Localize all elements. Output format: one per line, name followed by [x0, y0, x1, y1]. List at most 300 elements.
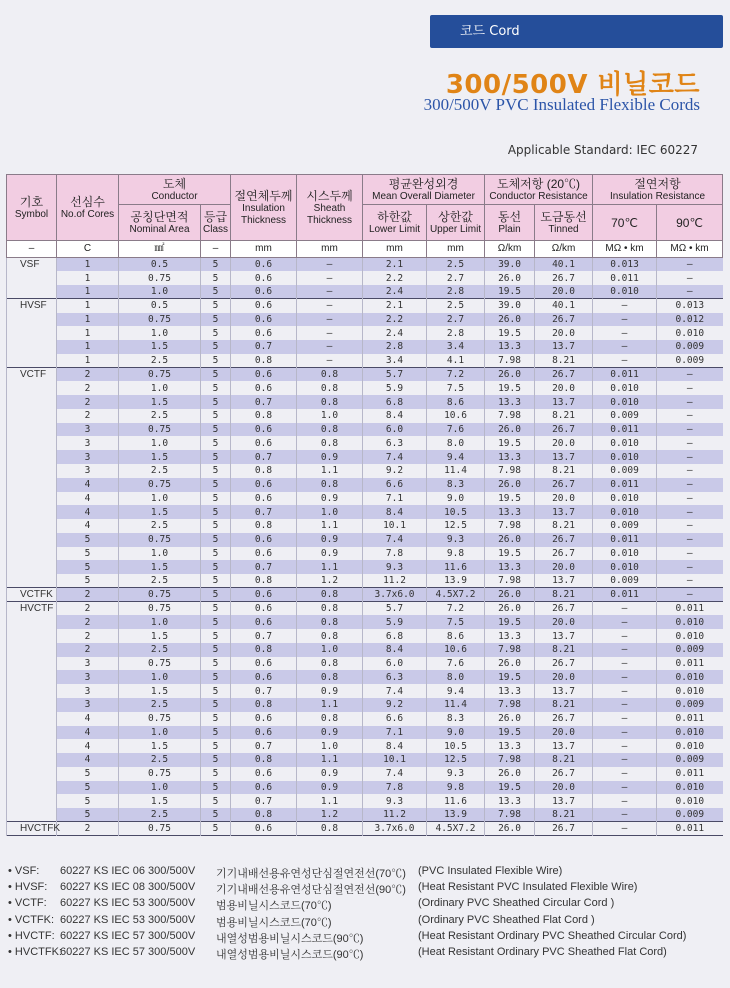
- table-cell: 2: [57, 822, 119, 836]
- table-cell: 0.010: [657, 739, 723, 753]
- table-cell: 8.6: [427, 629, 485, 643]
- table-cell: 26.0: [485, 767, 535, 781]
- table-cell: 8.4: [363, 739, 427, 753]
- table-cell: 1: [57, 340, 119, 354]
- note-en: (PVC Insulated Flexible Wire): [418, 865, 563, 877]
- table-cell: 2.5: [119, 753, 201, 767]
- table-cell: 3: [57, 670, 119, 684]
- table-cell: 13.9: [427, 808, 485, 822]
- table-cell: –: [657, 436, 723, 450]
- symbol-cell: [7, 547, 57, 561]
- table-cell: 0.6: [231, 381, 297, 395]
- note-en: (Ordinary PVC Sheathed Flat Cord ): [418, 913, 595, 926]
- table-cell: –: [657, 423, 723, 437]
- symbol-cell: [7, 767, 57, 781]
- table-cell: 5: [201, 574, 231, 588]
- table-cell: 5: [201, 368, 231, 382]
- table-cell: 1.0: [119, 726, 201, 740]
- table-cell: 0.8: [297, 670, 363, 684]
- table-cell: 7.5: [427, 615, 485, 629]
- col-conductor: 도체 Conductor: [119, 175, 231, 205]
- table-cell: 2: [57, 643, 119, 657]
- table-cell: 9.2: [363, 464, 427, 478]
- table-cell: 1.5: [119, 684, 201, 698]
- col-symbol: 기호 Symbol: [7, 175, 57, 241]
- table-cell: 5: [201, 533, 231, 547]
- table-cell: 0.6: [231, 436, 297, 450]
- table-cell: –: [593, 712, 657, 726]
- symbol-cell: VSF: [7, 258, 57, 272]
- symbol-cell: [7, 313, 57, 327]
- table-cell: –: [657, 574, 723, 588]
- symbol-cell: [7, 574, 57, 588]
- table-cell: –: [593, 602, 657, 616]
- table-cell: 0.013: [657, 299, 723, 313]
- category-tab[interactable]: 코드 Cord: [430, 15, 723, 48]
- table-cell: 0.8: [231, 808, 297, 822]
- table-cell: 19.5: [485, 381, 535, 395]
- col-tinned: 도금동선 Tinned: [535, 205, 593, 241]
- table-row: [7, 313, 723, 327]
- table-cell: 2.8: [427, 285, 485, 299]
- table-cell: 1.5: [119, 340, 201, 354]
- table-cell: –: [593, 326, 657, 340]
- table-cell: –: [593, 684, 657, 698]
- table-cell: 2.4: [363, 326, 427, 340]
- table-cell: 1.0: [119, 381, 201, 395]
- table-row: [7, 629, 723, 643]
- table-cell: 20.0: [535, 492, 593, 506]
- note-std: 60227 KS IEC 57 300/500V: [60, 945, 196, 958]
- table-cell: 0.7: [231, 684, 297, 698]
- table-cell: 5: [201, 739, 231, 753]
- table-cell: 1.1: [297, 519, 363, 533]
- table-cell: 2: [57, 615, 119, 629]
- table-cell: 4.5X7.2: [427, 822, 485, 836]
- table-cell: 0.6: [231, 423, 297, 437]
- note-sym: • HVCTFK:: [8, 945, 62, 958]
- table-cell: 13.3: [485, 739, 535, 753]
- table-cell: 0.009: [657, 643, 723, 657]
- table-row: [7, 505, 723, 519]
- table-cell: –: [297, 326, 363, 340]
- table-cell: 3: [57, 423, 119, 437]
- table-cell: –: [593, 726, 657, 740]
- note-std: 60227 KS IEC 06 300/500V: [60, 865, 196, 877]
- table-cell: –: [297, 285, 363, 299]
- table-cell: 0.010: [657, 615, 723, 629]
- table-cell: 1: [57, 354, 119, 368]
- table-cell: 5: [201, 326, 231, 340]
- note-std: 60227 KS IEC 57 300/500V: [60, 929, 196, 942]
- table-cell: 0.75: [119, 767, 201, 781]
- table-cell: 4: [57, 492, 119, 506]
- table-cell: 0.010: [593, 547, 657, 561]
- table-cell: 7.98: [485, 698, 535, 712]
- table-cell: 2.5: [119, 808, 201, 822]
- table-cell: –: [593, 299, 657, 313]
- table-cell: 0.010: [593, 560, 657, 574]
- table-cell: –: [593, 767, 657, 781]
- table-cell: 2: [57, 395, 119, 409]
- table-cell: –: [297, 354, 363, 368]
- table-cell: 0.011: [657, 822, 723, 836]
- table-cell: 20.0: [535, 326, 593, 340]
- table-cell: 5: [201, 313, 231, 327]
- table-cell: 2.5: [427, 258, 485, 272]
- table-cell: 3.7x6.0: [363, 822, 427, 836]
- table-cell: 0.9: [297, 684, 363, 698]
- table-cell: 13.7: [535, 574, 593, 588]
- table-row: [7, 285, 723, 299]
- table-cell: 5: [201, 615, 231, 629]
- table-cell: 10.1: [363, 753, 427, 767]
- unit-cell: mm: [297, 241, 363, 258]
- table-cell: 5: [201, 726, 231, 740]
- table-cell: 1.1: [297, 464, 363, 478]
- table-row: [7, 258, 723, 272]
- table-cell: 0.75: [119, 478, 201, 492]
- table-cell: 9.4: [427, 450, 485, 464]
- table-row: [7, 602, 723, 616]
- table-cell: 0.010: [593, 450, 657, 464]
- col-insulation-thickness: 절연체두께 Insulation Thickness: [231, 175, 297, 241]
- table-cell: 2.2: [363, 313, 427, 327]
- table-cell: 7.98: [485, 808, 535, 822]
- table-cell: 1.5: [119, 450, 201, 464]
- table-cell: 0.7: [231, 560, 297, 574]
- table-row: [7, 368, 723, 382]
- table-cell: 26.0: [485, 368, 535, 382]
- table-cell: 0.8: [231, 464, 297, 478]
- table-row: [7, 271, 723, 285]
- table-cell: 11.2: [363, 574, 427, 588]
- table-cell: 0.8: [231, 354, 297, 368]
- table-cell: 0.010: [657, 684, 723, 698]
- table-cell: 0.8: [231, 698, 297, 712]
- table-cell: 7.98: [485, 574, 535, 588]
- table-cell: –: [297, 271, 363, 285]
- table-cell: 0.011: [657, 712, 723, 726]
- symbol-cell: [7, 464, 57, 478]
- table-cell: 26.0: [485, 822, 535, 836]
- unit-cell: –: [7, 241, 57, 258]
- table-cell: –: [593, 698, 657, 712]
- table-cell: –: [657, 395, 723, 409]
- table-cell: –: [657, 478, 723, 492]
- table-cell: 4: [57, 505, 119, 519]
- table-cell: 10.6: [427, 409, 485, 423]
- table-cell: 7.1: [363, 726, 427, 740]
- table-row: [7, 354, 723, 368]
- table-cell: 0.5: [119, 258, 201, 272]
- col-conductor-resistance: 도체저항 (20℃) Conductor Resistance: [485, 175, 593, 205]
- table-cell: 7.98: [485, 643, 535, 657]
- table-cell: 1: [57, 271, 119, 285]
- note-en: (Heat Resistant Ordinary PVC Sheathed Circular Cord): [418, 929, 687, 942]
- table-cell: 1.0: [119, 492, 201, 506]
- table-cell: 5: [201, 629, 231, 643]
- table-cell: 26.0: [485, 313, 535, 327]
- table-cell: 7.98: [485, 753, 535, 767]
- table-cell: 1: [57, 313, 119, 327]
- table-cell: 2.1: [363, 299, 427, 313]
- table-cell: –: [657, 505, 723, 519]
- table-cell: 4: [57, 739, 119, 753]
- table-cell: 0.010: [657, 670, 723, 684]
- table-cell: 2.1: [363, 258, 427, 272]
- symbol-cell: [7, 519, 57, 533]
- table-cell: 0.011: [593, 478, 657, 492]
- table-cell: 5: [201, 588, 231, 602]
- table-cell: 5: [57, 767, 119, 781]
- table-cell: 7.4: [363, 684, 427, 698]
- table-cell: 0.6: [231, 533, 297, 547]
- table-row: [7, 781, 723, 795]
- symbol-cell: [7, 436, 57, 450]
- note-ko: 범용비닐시스코드(70℃): [216, 916, 332, 929]
- table-cell: 9.8: [427, 781, 485, 795]
- symbol-cell: [7, 684, 57, 698]
- table-row: [7, 326, 723, 340]
- table-cell: 5: [201, 285, 231, 299]
- table-cell: 2.5: [119, 519, 201, 533]
- table-cell: 26.7: [535, 822, 593, 836]
- table-row: [7, 560, 723, 574]
- table-cell: 0.8: [297, 588, 363, 602]
- table-cell: 26.0: [485, 533, 535, 547]
- note-std: 60227 KS IEC 53 300/500V: [60, 897, 196, 910]
- table-row: [7, 409, 723, 423]
- table-cell: 13.7: [535, 395, 593, 409]
- table-cell: 9.0: [427, 492, 485, 506]
- table-cell: 19.5: [485, 726, 535, 740]
- table-cell: –: [593, 340, 657, 354]
- table-cell: 0.75: [119, 657, 201, 671]
- table-cell: 26.7: [535, 423, 593, 437]
- table-cell: 1.0: [297, 643, 363, 657]
- symbol-cell: [7, 505, 57, 519]
- table-cell: 0.011: [593, 368, 657, 382]
- note-sym: • VCTF:: [8, 897, 47, 910]
- symbol-cell: [7, 643, 57, 657]
- table-row: [7, 643, 723, 657]
- table-cell: 2.7: [427, 313, 485, 327]
- col-90c: 90℃: [657, 205, 723, 241]
- table-cell: 20.0: [535, 436, 593, 450]
- applicable-standard: Applicable Standard: IEC 60227: [507, 143, 698, 157]
- table-cell: 7.98: [485, 519, 535, 533]
- table-cell: 26.7: [535, 533, 593, 547]
- table-cell: 11.6: [427, 560, 485, 574]
- table-cell: 12.5: [427, 753, 485, 767]
- table-cell: 5.9: [363, 381, 427, 395]
- table-cell: 2.8: [427, 326, 485, 340]
- table-cell: 9.3: [363, 560, 427, 574]
- table-cell: 5: [201, 505, 231, 519]
- table-row: [7, 615, 723, 629]
- table-cell: 20.0: [535, 285, 593, 299]
- table-cell: 5: [201, 519, 231, 533]
- table-cell: 5: [201, 670, 231, 684]
- table-cell: –: [297, 299, 363, 313]
- table-cell: 0.9: [297, 492, 363, 506]
- table-cell: 13.3: [485, 450, 535, 464]
- table-cell: 0.011: [593, 588, 657, 602]
- unit-cell: mm: [231, 241, 297, 258]
- table-cell: 8.21: [535, 519, 593, 533]
- symbol-cell: [7, 285, 57, 299]
- table-cell: 2.5: [119, 643, 201, 657]
- table-cell: 4: [57, 519, 119, 533]
- table-cell: 0.9: [297, 450, 363, 464]
- table-cell: 1.0: [297, 505, 363, 519]
- table-cell: 1.5: [119, 739, 201, 753]
- symbol-cell: HVCTFK: [7, 822, 57, 836]
- table-cell: –: [657, 547, 723, 561]
- unit-cell: Ω/km: [535, 241, 593, 258]
- table-cell: 0.6: [231, 313, 297, 327]
- table-cell: 2.5: [119, 409, 201, 423]
- table-cell: 7.8: [363, 547, 427, 561]
- col-insulation-resistance: 절연저항 Insulation Resistance: [593, 175, 723, 205]
- table-row: [7, 423, 723, 437]
- table-row: [7, 753, 723, 767]
- table-cell: 2: [57, 588, 119, 602]
- page-title-english: 300/500V PVC Insulated Flexible Cords: [423, 95, 700, 114]
- table-cell: 26.0: [485, 423, 535, 437]
- table-cell: 8.21: [535, 588, 593, 602]
- table-cell: 0.010: [657, 781, 723, 795]
- table-cell: 0.75: [119, 313, 201, 327]
- table-cell: 40.1: [535, 299, 593, 313]
- table-cell: 6.0: [363, 657, 427, 671]
- symbol-cell: [7, 712, 57, 726]
- table-cell: 8.21: [535, 753, 593, 767]
- page-title-korean: 300/500V 비닐코드: [445, 70, 700, 100]
- spec-table: [6, 174, 723, 836]
- table-cell: 0.009: [593, 464, 657, 478]
- table-row: [7, 794, 723, 808]
- table-cell: 10.1: [363, 519, 427, 533]
- table-cell: 0.6: [231, 822, 297, 836]
- table-cell: 0.011: [593, 423, 657, 437]
- table-cell: 20.0: [535, 381, 593, 395]
- table-cell: 0.011: [593, 271, 657, 285]
- table-cell: 6.3: [363, 670, 427, 684]
- col-sheath-thickness: 시스두께 Sheath Thickness: [297, 175, 363, 241]
- table-cell: 5: [201, 464, 231, 478]
- table-row: [7, 712, 723, 726]
- table-cell: 7.2: [427, 368, 485, 382]
- table-cell: –: [593, 615, 657, 629]
- symbol-cell: [7, 478, 57, 492]
- table-cell: 0.011: [657, 657, 723, 671]
- table-cell: 7.98: [485, 354, 535, 368]
- table-row: [7, 726, 723, 740]
- table-cell: 0.013: [593, 258, 657, 272]
- symbol-cell: [7, 726, 57, 740]
- unit-cell: mm: [427, 241, 485, 258]
- symbol-cell: HVCTF: [7, 602, 57, 616]
- table-cell: 10.5: [427, 505, 485, 519]
- table-cell: 8.3: [427, 478, 485, 492]
- table-cell: 1.0: [119, 436, 201, 450]
- table-cell: 0.8: [297, 368, 363, 382]
- table-cell: 1.5: [119, 560, 201, 574]
- table-cell: 0.6: [231, 726, 297, 740]
- table-cell: 6.8: [363, 395, 427, 409]
- table-cell: 0.011: [657, 767, 723, 781]
- table-cell: 0.009: [593, 519, 657, 533]
- table-cell: 0.75: [119, 423, 201, 437]
- table-cell: 13.7: [535, 739, 593, 753]
- symbol-cell: [7, 423, 57, 437]
- table-cell: –: [593, 808, 657, 822]
- table-cell: 5: [201, 712, 231, 726]
- note-ko: 범용비닐시스코드(70℃): [216, 900, 332, 913]
- table-row: [7, 670, 723, 684]
- table-cell: 3: [57, 698, 119, 712]
- table-row: [7, 808, 723, 822]
- table-cell: 0.8: [297, 381, 363, 395]
- table-cell: 7.8: [363, 781, 427, 795]
- table-cell: 5: [57, 574, 119, 588]
- table-cell: 8.6: [427, 395, 485, 409]
- symbol-cell: [7, 753, 57, 767]
- table-cell: 0.6: [231, 478, 297, 492]
- table-cell: 0.6: [231, 285, 297, 299]
- table-cell: 1.1: [297, 560, 363, 574]
- symbol-cell: [7, 698, 57, 712]
- table-cell: 0.010: [657, 629, 723, 643]
- table-row: [7, 464, 723, 478]
- note-ko: 기기내배선용유연성단심절연전선(70℃): [216, 868, 406, 880]
- table-cell: 5: [201, 381, 231, 395]
- table-cell: 11.6: [427, 794, 485, 808]
- table-cell: 1: [57, 326, 119, 340]
- table-cell: 3: [57, 684, 119, 698]
- table-cell: 0.9: [297, 726, 363, 740]
- table-cell: –: [593, 657, 657, 671]
- table-cell: 19.5: [485, 436, 535, 450]
- table-cell: 2: [57, 381, 119, 395]
- table-row: [7, 299, 723, 313]
- table-cell: 4: [57, 712, 119, 726]
- table-cell: 1.0: [119, 547, 201, 561]
- col-cores: 선심수 No.of Cores: [57, 175, 119, 241]
- table-cell: 13.7: [535, 794, 593, 808]
- table-cell: 5: [201, 271, 231, 285]
- table-cell: 5: [201, 436, 231, 450]
- table-cell: 5: [201, 698, 231, 712]
- table-row: [7, 739, 723, 753]
- table-cell: –: [297, 340, 363, 354]
- table-cell: 0.6: [231, 670, 297, 684]
- table-cell: 13.3: [485, 684, 535, 698]
- table-cell: 0.75: [119, 712, 201, 726]
- table-cell: 12.5: [427, 519, 485, 533]
- table-cell: –: [593, 629, 657, 643]
- table-cell: 5: [201, 794, 231, 808]
- table-cell: 19.5: [485, 492, 535, 506]
- table-cell: 0.9: [297, 533, 363, 547]
- table-cell: 26.0: [485, 657, 535, 671]
- table-cell: 5: [201, 643, 231, 657]
- table-cell: 10.6: [427, 643, 485, 657]
- table-row: [7, 588, 723, 602]
- unit-cell: MΩ • km: [657, 241, 723, 258]
